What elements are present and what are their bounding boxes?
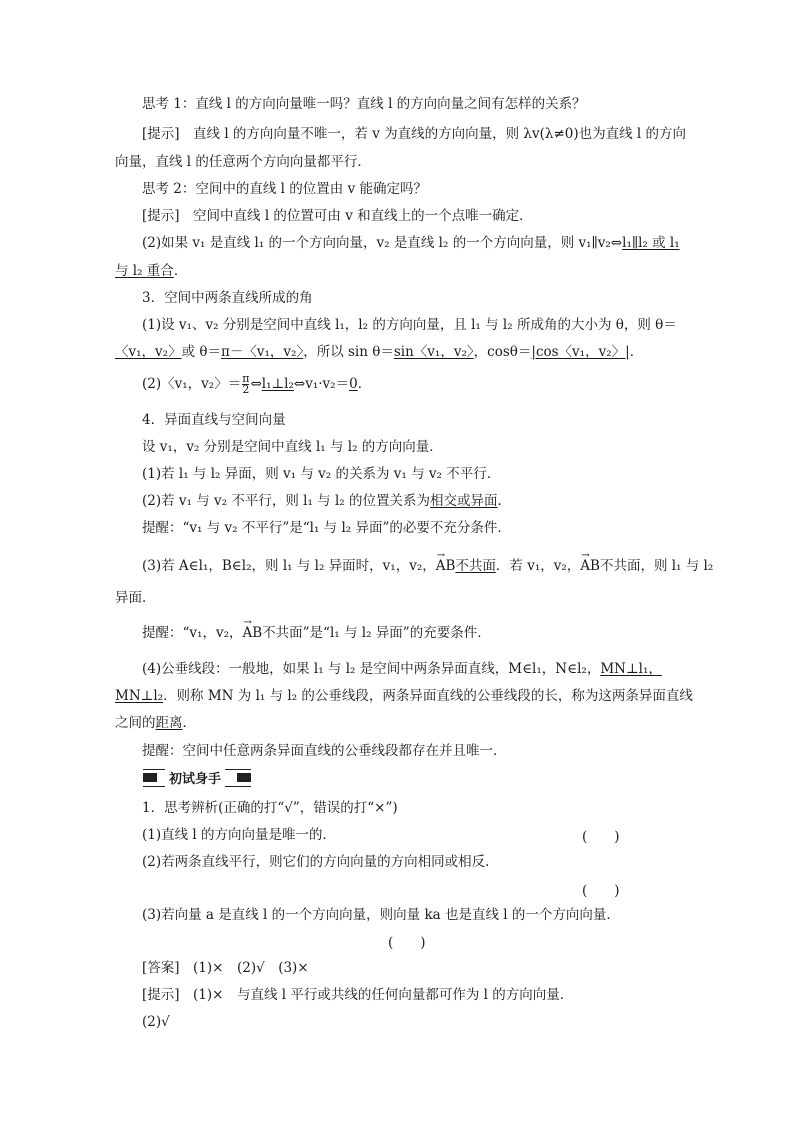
text-line: 向量，直线 l 的任意两个方向向量都平行．	[115, 154, 371, 170]
text-line: 设 v₁，v₂ 分别是空间中直线 l₁ 与 l₂ 的方向向量．	[142, 439, 443, 455]
text-line: [提示] 空间中直线 l 的位置可由 v 和直线上的一个点唯一确定．	[142, 208, 533, 224]
answer-blank: MN⊥l₁，	[600, 661, 662, 677]
text-line: (2)〈v₁，v₂〉＝ $\frac{\pi}{2}$ ⇔l₁⊥l₂⇔v₁·v₂＝0．	[142, 372, 372, 396]
vector-ab: → AB	[242, 623, 262, 643]
text-line: 提醒：空间中任意两条异面直线的公垂线段都存在并且唯一．	[142, 743, 507, 759]
section-heading: 4．异面直线与空间向量	[142, 412, 286, 428]
answer-paren[interactable]: ( )	[582, 829, 620, 845]
section-label: 初试身手	[165, 768, 225, 787]
hint-line: (2)√	[142, 1014, 170, 1030]
text-line: (3)若 A∈l₁，B∈l₂，则 l₁ 与 l₂ 异面时，v₁，v₂，→ AB不共面．若 v₁，v₂，→ AB不共面，则 l₁ 与 l₂	[142, 556, 682, 576]
text-line: 提醒：“v₁ 与 v₂ 不平行”是“l₁ 与 l₂ 异面”的必要不充分条件．	[142, 520, 511, 536]
text-line: (1)设 v₁、v₂ 分别是空间中直线 l₁，l₂ 的方向向量，且 l₁ 与 l₂ 所成角的大小为 θ，则 θ＝	[142, 317, 677, 333]
answer-line: [答案] (1)× (2)√ (3)×	[142, 960, 309, 976]
text-line: 思考 1：直线 l 的方向向量唯一吗？直线 l 的方向向量之间有怎样的关系？	[142, 96, 586, 112]
vector-ab: → AB	[580, 556, 600, 576]
answer-blank: sin〈v₁，v₂〉	[393, 344, 474, 360]
text-line: 与 l₂ 重合．	[115, 263, 188, 279]
question-line: (1)直线 l 的方向向量是唯一的．	[142, 827, 337, 843]
answer-blank: 0	[349, 376, 358, 392]
text-line: [提示] 直线 l 的方向向量不唯一，若 v 为直线的方向向量，则 λv(λ≠0)也为直线 l 的方向	[142, 126, 687, 142]
label-cap-right	[237, 773, 251, 782]
answer-blank: |cos〈v₁，v₂〉|	[531, 344, 630, 360]
section-heading: 3．空间中两条直线所成的角	[142, 290, 313, 306]
answer-blank: l₁∥l₂ 或 l₁	[622, 235, 680, 251]
answer-blank: π－〈v₁，v₂〉	[221, 344, 304, 360]
text-line: (2)若 v₁ 与 v₂ 不平行，则 l₁ 与 l₂ 的位置关系为相交或异面．	[142, 493, 511, 509]
answer-paren[interactable]: ( )	[388, 935, 426, 951]
text-line: 思考 2：空间中的直线 l 的位置由 v 能确定吗？	[142, 181, 427, 197]
answer-blank: 〈v₁，v₂〉	[115, 344, 182, 360]
question-line: (2)若两条直线平行，则它们的方向向量的方向相同或相反．	[142, 854, 499, 870]
hint-line: [提示] (1)× 与直线 l 平行或共线的任何向量都可作为 l 的方向向量．	[142, 987, 574, 1003]
answer-paren[interactable]: ( )	[582, 883, 620, 899]
answer-blank: 不共面	[455, 558, 496, 574]
text-line: 之间的距离．	[115, 715, 196, 731]
answer-blank: MN⊥l₂	[115, 688, 164, 704]
answer-blank: 相交或异面	[430, 493, 498, 509]
text-line: MN⊥l₂．则称 MN 为 l₁ 与 l₂ 的公垂线段，两条异面直线的公垂线段的长，称为这两条异面直线	[115, 688, 693, 704]
text-line: (2)如果 v₁ 是直线 l₁ 的一个方向向量，v₂ 是直线 l₂ 的一个方向向量，则 v₁∥v₂⇔l₁∥l₂ 或 l₁	[142, 235, 680, 251]
text-line: 提醒：“v₁，v₂，→ AB不共面”是“l₁ 与 l₂ 异面”的充要条件．	[142, 623, 682, 643]
section-label-box	[143, 769, 251, 787]
answer-blank: l₁⊥l₂	[261, 376, 294, 392]
question-line: 1．思考辨析(正确的打“√”，错误的打“×”)	[142, 800, 398, 816]
text-line: 异面．	[115, 590, 156, 606]
text-line: (4)公垂线段：一般地，如果 l₁ 与 l₂ 是空间中两条异面直线，M∈l₁，N∈l₂，MN⊥l₁，	[142, 661, 662, 677]
text-line: 〈v₁，v₂〉或 θ＝π－〈v₁，v₂〉，所以 sin θ＝sin〈v₁，v₂〉，cosθ＝|cos〈v₁，v₂〉|．	[115, 344, 644, 360]
fraction: $\frac{\pi}{2}$	[242, 372, 250, 396]
text-line: (1)若 l₁ 与 l₂ 异面，则 v₁ 与 v₂ 的关系为 v₁ 与 v₂ 不平行．	[142, 466, 501, 482]
question-line: (3)若向量 a 是直线 l 的一个方向向量，则向量 ka 也是直线 l 的一个方向向量．	[142, 907, 620, 923]
answer-blank: 与 l₂ 重合	[115, 263, 174, 279]
vector-ab: → AB	[436, 556, 456, 576]
label-cap-left	[143, 773, 157, 782]
answer-blank: 距离	[155, 715, 183, 731]
